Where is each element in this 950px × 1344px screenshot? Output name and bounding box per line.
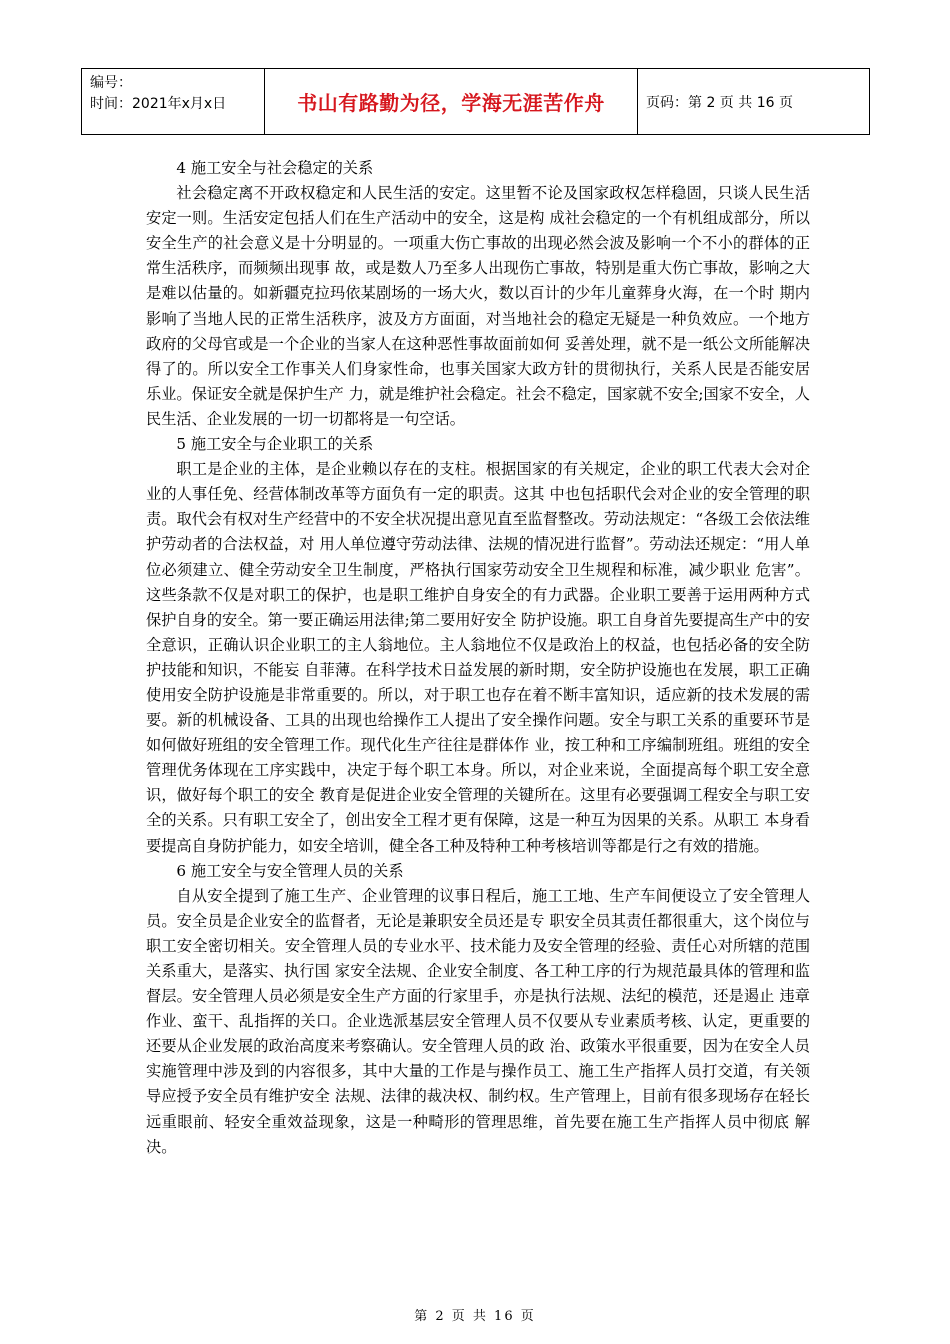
page-footer: 第 2 页 共 16 页	[414, 1309, 536, 1324]
document-date: 时间：2021年x月x日	[90, 96, 227, 112]
section-heading: 5 施工安全与企业职工的关系	[176, 435, 374, 454]
document-header	[81, 68, 870, 135]
section-paragraph: 自从安全提到了施工生产、企业管理的议事日程后，施工工地、生产车间便设立了安全管理人员。安全员是企业安全的监督者，无论是兼职安全员还是专 职安全员其责任都很重大，这个岗位与职工安全密切相关。安全管理人员的专业水平、技术能力及安全管理的经验、责任心对所辖的范围关系重大，是落实、执行国 家安全法规、企业安全制度、各工种工序的行为规范最具体的管理和监督层。安全管理人员必须是安全生产方面的行家里手，亦是执行法规、法纪的模范，还是遏止 违章作业、蛮干、乱指挥的关口。企业选派基层安全管理人员不仅要从专业素质考核、认定，更重要的还要从企业发展的政治高度来考察确认。安全管理人员的政 治、政策水平很重要，因为在安全人员实施管理中涉及到的内容很多，其中大量的工作是与操作员工、施工生产指挥人员打交道，有关领导应授予安全员有维护安全 法规、法律的裁决权、制约权。生产管理上，目前有很多现场存在轻长远重眼前、轻安全重效益现象，这是一种畸形的管理思维，首先要在施工生产指挥人员中彻底 解决。	[146, 886, 810, 1156]
document-number-label: 编号：	[90, 75, 132, 91]
document-body	[146, 156, 810, 1160]
section-heading: 4 施工安全与社会稳定的关系	[176, 159, 374, 177]
section-paragraph: 社会稳定离不开政权稳定和人民生活的安定。这里暂不论及国家政权怎样稳固，只谈人民生活安定一则。生活安定包括人们在生产活动中的安全，这是构 成社会稳定的一个有机组成部分，所以安全生产的社会意义是十分明显的。一项重大伤亡事故的出现必然会波及影响一个不小的群体的正常生活秩序，而频频出现事 故，或是数人乃至多人出现伤亡事故，特别是重大伤亡事故，影响之大是难以估量的。如新疆克拉玛依某剧场的一场大火，数以百计的少年儿童葬身火海，在一个时 期内影响了当地人民的正常生活秩序，波及方方面面，对当地社会的稳定无疑是一种负效应。一个地方政府的父母官或是一个企业的当家人在这种恶性事故面前如何 妥善处理，就不是一纸公文所能解决得了的。所以安全工作事关人们身家性命，也事关国家大政方针的贯彻执行，关系人民是否能安居乐业。保证安全就是保护生产 力，就是维护社会稳定。社会不稳定，国家就不安全;国家不安全，人民生活、企业发展的一切一切都将是一句空话。	[146, 184, 810, 428]
header-motto: 书山有路勤为径，学海无涯苦作舟	[265, 69, 638, 134]
header-meta	[82, 69, 265, 134]
header-page-info: 页码：第 2 页 共 16 页	[646, 94, 793, 111]
section-heading: 6 施工安全与安全管理人员的关系	[176, 861, 404, 880]
section-paragraph: 职工是企业的主体，是企业赖以存在的支柱。根据国家的有关规定，企业的职工代表大会对企业的人事任免、经营体制改革等方面负有一定的职责。这其 中也包括职代会对企业的安全管理的职责。取代会有权对生产经营中的不安全状况提出意见直至监督整改。劳动法规定：“各级工会依法维护劳动者的合法权益，对 用人单位遵守劳动法律、法规的情况进行监督”。劳动法还规定：“用人单位必须建立、健全劳动安全卫生制度，严格执行国家劳动安全卫生规程和标准，减少职业 危害”。这些条款不仅是对职工的保护，也是职工维护自身安全的有力武器。企业职工要善于运用两种方式保护自身的安全。第一要正确运用法律;第二要用好安全 防护设施。职工自身首先要提高生产中的安全意识，正确认识企业职工的主人翁地位。主人翁地位不仅是政治上的权益，也包括必备的安全防护技能和知识，不能妄 自菲薄。在科学技术日益发展的新时期，安全防护设施也在发展，职工正确使用安全防护设施是非常重要的。所以，对于职工也存在着不断丰富知识，适应新的技术发展的需要。新的机械设备、工具的出现也给操作工人提出了安全操作问题。安全与职工关系的重要环节是如何做好班组的安全管理工作。现代化生产往往是群体作 业，按工种和工序编制班组。班组的安全管理优务体现在工序实践中，决定于每个职工本身。所以，对企业来说，全面提高每个职工安全意识，做好每个职工的安全 教育是促进企业安全管理的关键所在。这里有必要强调工程安全与职工安全的关系。只有职工安全了，创出安全工程才更有保障，这是一种互为因果的关系。从职工 本身看要提高自身防护能力，如安全培训，健全各工种及特种工种考核培训等都是行之有效的措施。	[146, 460, 810, 855]
